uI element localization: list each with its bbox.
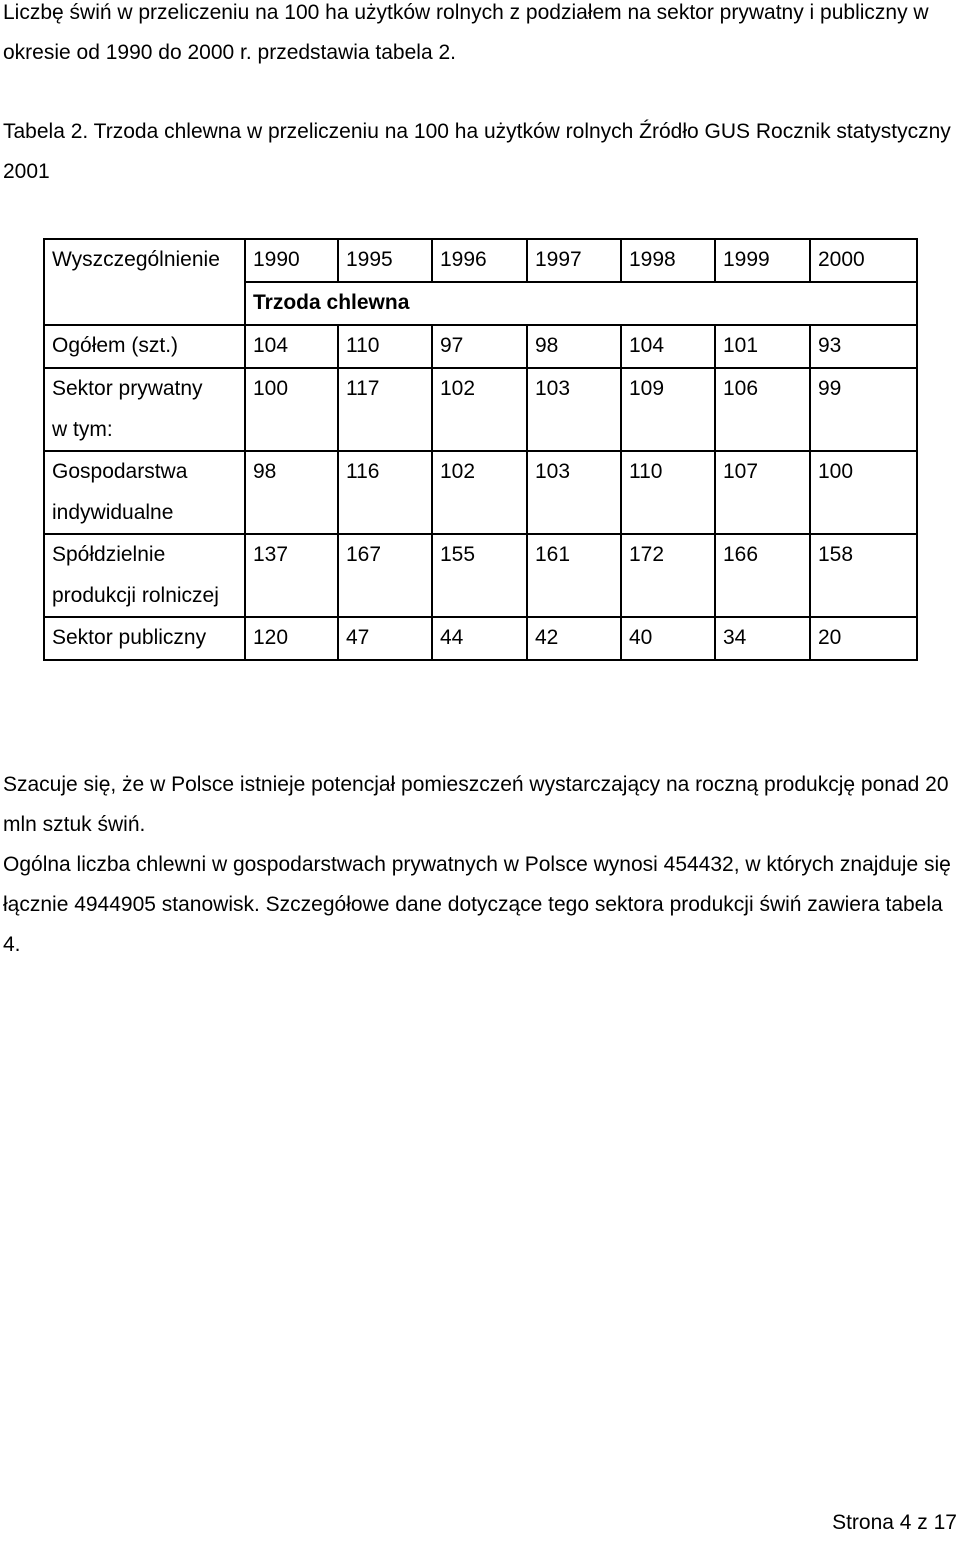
closing-text bbox=[3, 765, 953, 965]
page-number: Strona 4 z 17 bbox=[832, 1511, 957, 1534]
value-cell: 100 bbox=[810, 451, 917, 534]
year-cell: 1995 bbox=[338, 239, 432, 282]
value-cell: 167 bbox=[338, 534, 432, 617]
value-cell: 104 bbox=[245, 325, 338, 368]
value-cell: 20 bbox=[810, 617, 917, 660]
value-cell: 172 bbox=[621, 534, 715, 617]
value-cell: 98 bbox=[245, 451, 338, 534]
group-label-cell: Trzoda chlewna bbox=[245, 282, 917, 325]
table-header-row bbox=[44, 239, 917, 282]
closing-paragraph-2: Ogólna liczba chlewni w gospodarstwach prywatnych w Polsce wynosi 454432, w których znajduje się łącznie 4944905 stanowisk. Szczegółowe dane dotyczące tego sektora produkcji świń zawiera tabela 4. bbox=[3, 853, 951, 956]
value-cell: 104 bbox=[621, 325, 715, 368]
row-label bbox=[44, 368, 245, 451]
year-cell: 1996 bbox=[432, 239, 527, 282]
table-row bbox=[44, 368, 917, 451]
value-cell: 116 bbox=[338, 451, 432, 534]
row-label-line: Sektor prywatny bbox=[52, 377, 203, 400]
value-cell: 101 bbox=[715, 325, 810, 368]
value-cell: 97 bbox=[432, 325, 527, 368]
pig-stock-table bbox=[43, 238, 918, 661]
row-label-line: w tym: bbox=[52, 417, 113, 441]
value-cell: 34 bbox=[715, 617, 810, 660]
year-cell: 1997 bbox=[527, 239, 621, 282]
value-cell: 107 bbox=[715, 451, 810, 534]
intro-paragraph: Liczbę świń w przeliczeniu na 100 ha użytków rolnych z podziałem na sektor prywatny i publiczny w okresie od 1990 do 2000 r. przedstawia tabela 2. bbox=[3, 1, 929, 64]
value-cell: 103 bbox=[527, 451, 621, 534]
table-caption: Tabela 2. Trzoda chlewna w przeliczeniu na 100 ha użytków rolnych Źródło GUS Rocznik statystyczny 2001 bbox=[3, 120, 951, 183]
value-cell: 106 bbox=[715, 368, 810, 451]
value-cell: 155 bbox=[432, 534, 527, 617]
value-cell: 110 bbox=[338, 325, 432, 368]
value-cell: 102 bbox=[432, 451, 527, 534]
year-cell: 2000 bbox=[810, 239, 917, 282]
value-cell: 98 bbox=[527, 325, 621, 368]
value-cell: 166 bbox=[715, 534, 810, 617]
table-row bbox=[44, 325, 917, 368]
value-cell: 100 bbox=[245, 368, 338, 451]
value-cell: 137 bbox=[245, 534, 338, 617]
table-row bbox=[44, 534, 917, 617]
row-label: Spółdzielnie produkcji rolniczej bbox=[44, 534, 245, 617]
header-label-cell: Wyszczególnienie bbox=[44, 239, 245, 325]
value-cell: 161 bbox=[527, 534, 621, 617]
value-cell: 117 bbox=[338, 368, 432, 451]
year-cell: 1990 bbox=[245, 239, 338, 282]
value-cell: 93 bbox=[810, 325, 917, 368]
value-cell: 158 bbox=[810, 534, 917, 617]
value-cell: 103 bbox=[527, 368, 621, 451]
table-row bbox=[44, 451, 917, 534]
value-cell: 110 bbox=[621, 451, 715, 534]
table-row bbox=[44, 617, 917, 660]
value-cell: 40 bbox=[621, 617, 715, 660]
value-cell: 102 bbox=[432, 368, 527, 451]
year-cell: 1999 bbox=[715, 239, 810, 282]
value-cell: 109 bbox=[621, 368, 715, 451]
value-cell: 44 bbox=[432, 617, 527, 660]
value-cell: 99 bbox=[810, 368, 917, 451]
year-cell: 1998 bbox=[621, 239, 715, 282]
closing-paragraph-1: Szacuje się, że w Polsce istnieje potencjał pomieszczeń wystarczający na roczną produkcję ponad 20 mln sztuk świń. bbox=[3, 773, 949, 836]
value-cell: 47 bbox=[338, 617, 432, 660]
value-cell: 120 bbox=[245, 617, 338, 660]
row-label: Gospodarstwa indywidualne bbox=[44, 451, 245, 534]
row-label: Ogółem (szt.) bbox=[44, 325, 245, 368]
row-label: Sektor publiczny bbox=[44, 617, 245, 660]
value-cell: 42 bbox=[527, 617, 621, 660]
